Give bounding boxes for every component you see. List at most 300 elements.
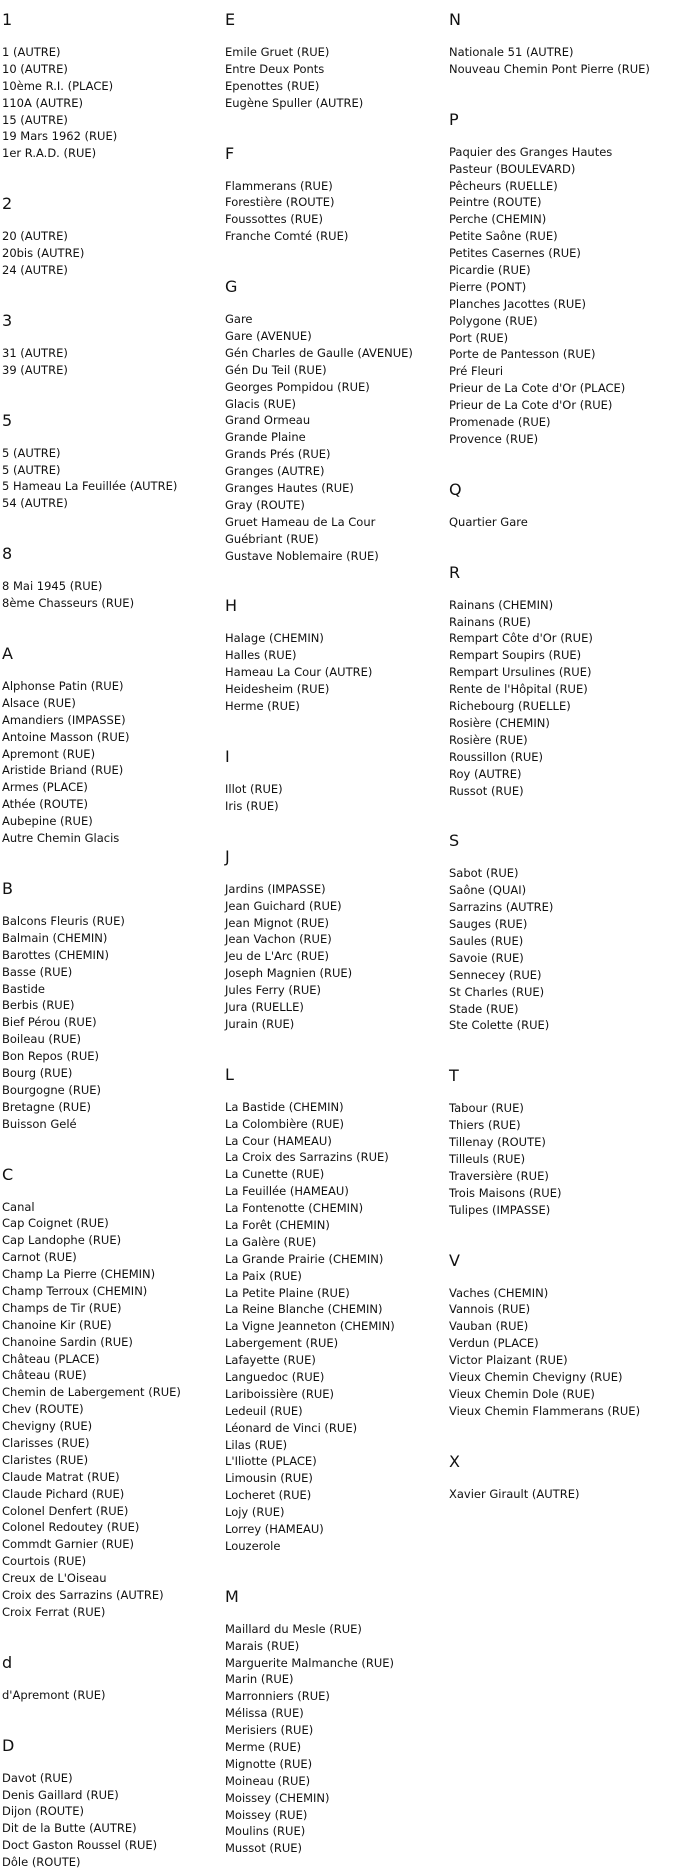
street-item: Georges Pompidou (RUE) [225,379,370,394]
street-item: Sabot (RUE) [449,866,519,881]
street-list [2,1770,181,1871]
street-item: Chev (ROUTE) [2,1402,84,1417]
street-item: Vauban (RUE) [449,1319,529,1334]
street-item: Autre Chemin Glacis [2,831,120,846]
section-letter: I [225,746,230,766]
street-item: Courtois (RUE) [2,1554,87,1569]
letter-section [225,1587,413,1857]
street-item: Pêcheurs (RUELLE) [449,178,558,193]
street-item: Gén Charles de Gaulle (AVENUE) [225,345,413,360]
street-item: Franche Comté (RUE) [225,229,349,244]
street-item: Denis Gaillard (RUE) [2,1787,119,1802]
street-item: Hameau La Cour (AUTRE) [225,665,373,680]
street-item: La Croix des Sarrazins (RUE) [225,1150,389,1165]
letter-section [225,1065,413,1587]
letter-section [2,1736,181,1871]
street-item: La Paix (RUE) [225,1268,302,1283]
street-item: Tabour (RUE) [449,1101,524,1116]
section-letter: 1 [2,10,13,29]
street-item: Paquier des Granges Hautes [449,144,613,159]
section-spacer [2,512,181,544]
street-item: La Galère (RUE) [225,1234,317,1249]
street-item: Roy (AUTRE) [449,766,522,781]
street-item: Moissey (RUE) [225,1807,308,1822]
street-item: Marguerite Malmanche (RUE) [225,1655,395,1670]
street-item: Lilas (RUE) [225,1437,288,1452]
street-item: Amandiers (IMPASSE) [2,712,126,727]
section-spacer [225,1555,413,1587]
letter-section [2,1653,181,1736]
street-item: 8 Mai 1945 (RUE) [2,579,103,594]
street-item: Bourg (RUE) [2,1065,73,1080]
street-item: Rosière (RUE) [449,732,528,747]
street-item: 1er R.A.D. (RUE) [2,146,97,161]
section-letter: T [449,1066,459,1086]
street-item: Doct Gaston Roussel (RUE) [2,1838,158,1853]
street-list [225,311,413,564]
street-item: Chemin de Labergement (RUE) [2,1385,181,1400]
street-item: Nouveau Chemin Pont Pierre (RUE) [449,61,650,76]
section-spacer [2,1704,181,1736]
street-item: Gare [225,312,253,327]
street-item: Trois Maisons (RUE) [449,1185,562,1200]
section-spacer [449,1034,650,1066]
street-item: Aristide Briand (RUE) [2,763,124,778]
street-item: 10ème R.I. (PLACE) [2,78,114,93]
street-item: Berbis (RUE) [2,998,75,1013]
section-spacer [225,564,413,596]
street-item: Vaches (CHEMIN) [449,1285,549,1300]
street-item: Marin (RUE) [225,1672,294,1687]
street-item: Perche (CHEMIN) [449,212,547,227]
street-item: La Grande Prairie (CHEMIN) [225,1251,384,1266]
street-item: Mélissa (RUE) [225,1706,304,1721]
street-item: Languedoc (RUE) [225,1369,325,1384]
street-item: Moissey (CHEMIN) [225,1790,330,1805]
street-item: Balmain (CHEMIN) [2,930,108,945]
street-item: Xavier Girault (AUTRE) [449,1486,580,1501]
street-item: Verdun (PLACE) [449,1336,539,1351]
street-item: Rosière (CHEMIN) [449,715,550,730]
street-list [225,781,413,815]
street-item: Lojy (RUE) [225,1505,285,1520]
street-item: Marronniers (RUE) [225,1689,330,1704]
street-item: Maillard du Mesle (RUE) [225,1621,362,1636]
street-item: Rainans (RUE) [449,614,531,629]
section-letter: A [2,644,13,664]
street-list [449,144,650,448]
section-letter: J [225,846,230,866]
street-item: Vannois (RUE) [449,1302,531,1317]
street-item: Emile Gruet (RUE) [225,45,330,59]
street-item: Lafayette (RUE) [225,1353,316,1368]
street-item: Foussottes (RUE) [225,212,323,227]
street-item: Labergement (RUE) [225,1336,339,1351]
street-item: 5 Hameau La Feuillée (AUTRE) [2,479,178,494]
street-item: Mignotte (RUE) [225,1756,313,1771]
letter-section [449,1251,650,1452]
street-item: Locheret (RUE) [225,1488,312,1503]
letter-section [2,879,181,1165]
street-item: Glacis (RUE) [225,396,296,411]
street-item: Peintre (ROUTE) [449,195,542,210]
street-item: Château (PLACE) [2,1351,100,1366]
street-item: Tilleuls (RUE) [449,1151,526,1166]
street-item: Cap Coignet (RUE) [2,1216,109,1231]
street-item: Gare (AVENUE) [225,329,312,344]
street-item: Chanoine Sardin (RUE) [2,1334,133,1349]
letter-section [449,110,650,480]
street-list [2,678,181,847]
street-item: La Cour (HAMEAU) [225,1133,332,1148]
section-spacer [449,799,650,831]
street-item: Gén Du Teil (RUE) [225,362,327,377]
street-item: Antoine Masson (RUE) [2,729,130,744]
street-item: Aubepine (RUE) [2,814,93,829]
street-list [449,1486,650,1503]
street-item: Canal [2,1199,35,1214]
section-letter: Q [449,479,462,499]
street-list [449,865,650,1034]
street-item: Armes (PLACE) [2,780,88,795]
street-item: Thiers (RUE) [449,1118,521,1133]
street-item: Colonel Denfert (RUE) [2,1503,129,1518]
street-item: Bief Pérou (RUE) [2,1015,97,1030]
street-item: Château (RUE) [2,1368,87,1383]
street-item: Boileau (RUE) [2,1032,82,1047]
street-item: Flammerans (RUE) [225,178,333,193]
street-item: Roussillon (RUE) [449,749,543,764]
section-spacer [225,815,413,847]
street-item: Jurain (RUE) [225,1016,295,1031]
street-item: La Forêt (CHEMIN) [225,1217,330,1232]
street-list [2,445,181,513]
street-item: d'Apremont (RUE) [2,1687,106,1702]
street-item: Halles (RUE) [225,648,297,663]
street-item: Illot (RUE) [225,781,283,796]
street-item: Athée (ROUTE) [2,797,88,812]
street-item: Rente de l'Hôpital (RUE) [449,682,588,697]
street-item: Commdt Garnier (RUE) [2,1537,135,1552]
street-list [2,1687,181,1704]
section-letter: E [225,10,236,29]
street-item: Croix des Sarrazins (AUTRE) [2,1588,164,1602]
street-item: Claude Pichard (RUE) [2,1486,125,1501]
street-item: Entre Deux Ponts [225,61,325,76]
street-item: Provence (RUE) [449,431,539,446]
street-item: Rempart Côte d'Or (RUE) [449,631,593,646]
street-list [225,1099,413,1555]
section-spacer [2,847,181,879]
street-item: La Feuillée (HAMEAU) [225,1184,349,1199]
section-spacer [449,78,650,110]
street-item: Saules (RUE) [449,933,524,948]
letter-section [449,563,650,832]
street-item: Mussot (RUE) [225,1841,303,1856]
street-item: Traversière (RUE) [449,1168,549,1183]
letter-section [2,1165,181,1653]
section-letter: d [2,1652,13,1672]
section-letter: 2 [2,194,13,214]
section-letter: C [2,1164,14,1184]
street-item: Granges (AUTRE) [225,464,325,479]
street-item: Tillenay (ROUTE) [449,1135,546,1150]
street-item: 110A (AUTRE) [2,95,84,110]
section-spacer [225,715,413,747]
street-item: Apremont (RUE) [2,746,96,761]
street-item: La Cunette (RUE) [225,1167,325,1182]
section-letter: N [449,10,461,29]
street-item: La Fontenotte (CHEMIN) [225,1201,364,1216]
street-list [225,44,413,112]
letter-section [225,277,413,596]
street-item: Limousin (RUE) [225,1471,313,1486]
street-item: 10 (AUTRE) [2,61,68,76]
street-item: Ste Colette (RUE) [449,1018,550,1033]
letter-section [449,10,650,110]
street-list [449,597,650,800]
street-item: Marais (RUE) [225,1638,300,1653]
street-item: Dit de la Butte (AUTRE) [2,1821,137,1836]
street-item: Pasteur (BOULEVARD) [449,161,576,176]
street-item: Moineau (RUE) [225,1773,311,1788]
letter-section [2,644,181,879]
street-item: La Reine Blanche (CHEMIN) [225,1302,383,1317]
street-item: Quartier Gare [449,514,528,529]
street-item: 54 (AUTRE) [2,496,68,511]
street-item: Champs de Tir (RUE) [2,1300,122,1315]
letter-section [449,831,650,1066]
street-item: 15 (AUTRE) [2,112,68,127]
street-item: L'Iliotte (PLACE) [225,1454,317,1469]
section-spacer [449,1219,650,1251]
street-item: Bretagne (RUE) [2,1099,91,1114]
street-item: Richebourg (RUELLE) [449,699,571,714]
street-item: Louzerole [225,1538,281,1553]
street-item: Pré Fleuri [449,364,504,379]
section-letter: 5 [2,410,13,430]
street-item: Balcons Fleuris (RUE) [2,913,125,928]
section-spacer [449,1420,650,1452]
section-spacer [225,1033,413,1065]
street-item: Jean Guichard (RUE) [225,898,342,913]
street-item: Jardins (IMPASSE) [225,881,326,896]
section-spacer [2,379,181,411]
street-item: Chanoine Kir (RUE) [2,1317,112,1332]
street-item: Sennecey (RUE) [449,967,542,982]
section-letter: P [449,109,459,129]
section-spacer [449,448,650,480]
letter-section [225,144,413,278]
street-item: Petites Casernes (RUE) [449,246,581,261]
letter-section [449,1066,650,1250]
street-item: Gustave Noblemaire (RUE) [225,548,379,563]
street-item: La Vigne Jeanneton (CHEMIN) [225,1319,395,1334]
street-item: Port (RUE) [449,330,509,345]
street-item: Prieur de La Cote d'Or (PLACE) [449,381,626,396]
street-item: Guébriant (RUE) [225,531,319,546]
letter-section [225,10,413,144]
section-spacer [2,1621,181,1653]
street-item: Chevigny (RUE) [2,1419,93,1434]
section-spacer [2,279,181,311]
street-item: 31 (AUTRE) [2,345,68,360]
street-item: Rempart Ursulines (RUE) [449,665,592,680]
street-index-column [2,10,181,1871]
street-item: St Charles (RUE) [449,984,545,999]
section-spacer [2,1133,181,1165]
street-item: La Bastide (CHEMIN) [225,1099,344,1114]
street-item: Cap Landophe (RUE) [2,1233,122,1248]
section-letter: L [225,1064,234,1084]
street-item: 20bis (AUTRE) [2,246,85,261]
section-spacer [225,245,413,277]
letter-section [225,847,413,1065]
street-item: Ledeuil (RUE) [225,1403,303,1418]
street-item: Grands Prés (RUE) [225,447,331,462]
section-letter: B [2,878,13,898]
street-item: Sarrazins (AUTRE) [449,900,554,915]
section-letter: G [225,277,238,297]
street-item: Barottes (CHEMIN) [2,947,110,962]
street-item: Gray (ROUTE) [225,497,305,512]
street-index-column [449,10,650,1503]
street-item: Eugène Spuller (AUTRE) [225,95,364,110]
street-list [449,1100,650,1218]
letter-section [2,194,181,311]
section-letter: D [2,1735,15,1755]
street-item: 5 (AUTRE) [2,445,61,460]
street-list [225,1621,413,1857]
section-letter: 8 [2,544,13,564]
street-item: Granges Hautes (RUE) [225,481,354,496]
street-index-column [225,10,413,1857]
street-item: Epenottes (RUE) [225,78,320,93]
street-item: Champ Terroux (CHEMIN) [2,1283,148,1298]
street-item: Polygone (RUE) [449,313,538,328]
street-item: Jean Vachon (RUE) [225,932,332,947]
section-spacer [2,612,181,644]
street-item: 19 Mars 1962 (RUE) [2,129,118,144]
street-list [2,913,181,1133]
street-list [449,514,650,531]
street-item: Grande Plaine [225,430,306,445]
street-item: Rainans (CHEMIN) [449,597,554,612]
section-letter: V [449,1250,460,1270]
street-item: Claristes (RUE) [2,1452,89,1467]
section-spacer [449,531,650,563]
street-item: Davot (RUE) [2,1770,73,1785]
street-item: Iris (RUE) [225,798,279,813]
street-item: Pierre (PONT) [449,279,527,294]
street-item: Creux de L'Oiseau [2,1571,107,1586]
street-item: Claude Matrat (RUE) [2,1469,120,1484]
street-item: Clarisses (RUE) [2,1435,90,1450]
street-list [449,44,650,78]
street-item: 20 (AUTRE) [2,229,68,244]
street-item: Planches Jacottes (RUE) [449,296,586,311]
letter-section [2,544,181,644]
section-letter: R [449,562,461,582]
street-item: Lariboissière (RUE) [225,1386,335,1401]
street-list [2,578,181,612]
street-item: Victor Plaizant (RUE) [449,1353,568,1368]
street-list [2,44,181,162]
street-item: Saône (QUAI) [449,883,527,898]
street-item: 8ème Chasseurs (RUE) [2,596,135,611]
street-list [225,881,413,1033]
street-item: Buisson Gelé [2,1116,77,1131]
street-item: Rempart Soupirs (RUE) [449,648,582,663]
street-item: 24 (AUTRE) [2,263,68,278]
street-list [2,228,181,279]
letter-section [225,747,413,847]
street-item: Colonel Redoutey (RUE) [2,1520,140,1535]
letter-section [2,311,181,411]
street-item: La Petite Plaine (RUE) [225,1285,350,1300]
street-item: Savoie (RUE) [449,950,524,965]
street-item: 39 (AUTRE) [2,362,68,377]
letter-section [2,10,181,194]
section-letter: X [449,1451,460,1471]
street-item: Petite Saône (RUE) [449,229,558,244]
street-item: Merisiers (RUE) [225,1723,314,1738]
street-item: Jean Mignot (RUE) [225,915,330,930]
street-item: Merme (RUE) [225,1740,302,1755]
street-item: Grand Ormeau [225,413,311,428]
street-item: Croix Ferrat (RUE) [2,1604,106,1619]
section-letter: H [225,596,238,616]
street-item: Bon Repos (RUE) [2,1049,100,1064]
street-item: Alphonse Patin (RUE) [2,679,124,694]
street-item: Alsace (RUE) [2,695,76,710]
street-item: Stade (RUE) [449,1001,519,1016]
street-list [449,1285,650,1420]
street-item: Herme (RUE) [225,699,300,714]
street-item: Nationale 51 (AUTRE) [449,45,574,59]
street-list [225,178,413,246]
street-item: 1 (AUTRE) [2,45,61,59]
street-item: La Colombière (RUE) [225,1116,345,1131]
street-item: Dôle (ROUTE) [2,1855,81,1870]
street-list [2,345,181,379]
street-item: Léonard de Vinci (RUE) [225,1420,358,1435]
section-spacer [2,162,181,194]
street-item: Bastide [2,981,46,996]
section-letter: F [225,143,235,163]
street-item: Dijon (ROUTE) [2,1804,84,1819]
street-list [2,1199,181,1621]
street-item: Porte de Pantesson (RUE) [449,347,596,362]
street-item: Champ La Pierre (CHEMIN) [2,1267,156,1282]
street-item: Promenade (RUE) [449,415,551,430]
street-item: Russot (RUE) [449,783,524,798]
section-letter: S [449,831,460,851]
street-item: Bourgogne (RUE) [2,1082,102,1097]
street-item: Sauges (RUE) [449,917,528,932]
letter-section [449,1452,650,1503]
street-item: Jura (RUELLE) [225,999,304,1014]
street-item: Jules Ferry (RUE) [225,983,322,998]
street-item: Gruet Hameau de La Cour [225,514,376,529]
street-item: Vieux Chemin Chevigny (RUE) [449,1369,623,1384]
street-item: Moulins (RUE) [225,1824,306,1839]
letter-section [449,480,650,563]
street-item: Basse (RUE) [2,964,73,979]
street-item: Picardie (RUE) [449,263,531,278]
section-spacer [225,112,413,144]
section-letter: M [225,1586,239,1606]
